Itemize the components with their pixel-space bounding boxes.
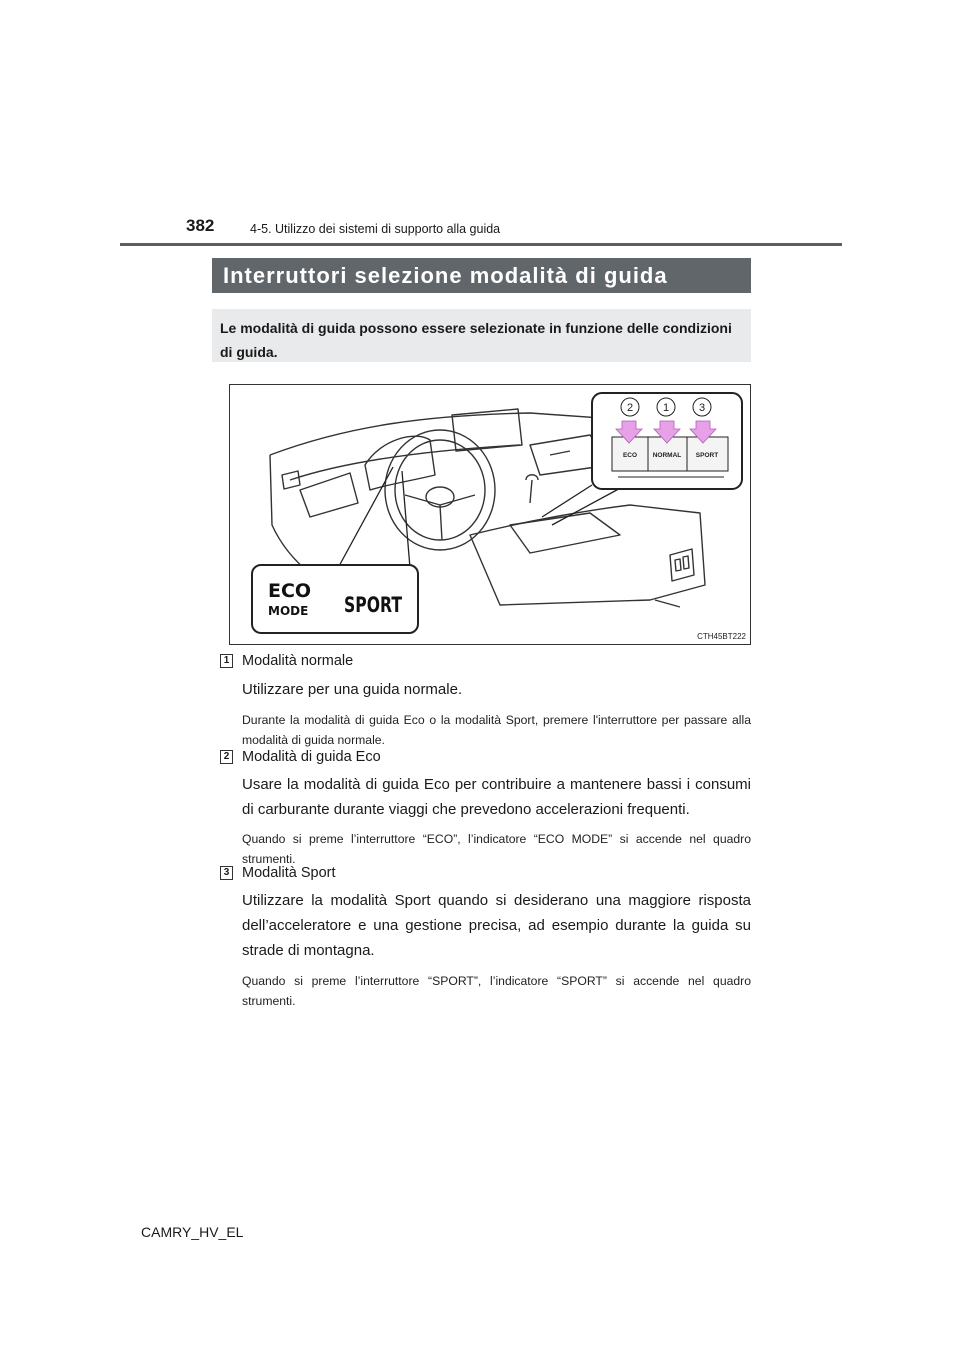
item-note: Quando si preme l’interruttore “SPORT”, l’indicatore “SPORT” si accende nel quadro strumenti. — [242, 974, 751, 1008]
item-body: Usare la modalità di guida Eco per contribuire a mantenere bassi i consumi di carburante durante viaggi che prevedono accelerazioni frequenti. — [242, 776, 751, 818]
dashboard-illustration — [229, 384, 751, 645]
item-body: Utilizzare per una guida normale. — [242, 681, 463, 698]
callout-number: 1 — [662, 402, 670, 414]
item-note: Quando si preme l’interruttore “ECO”, l’indicatore “ECO MODE” si accende nel quadro strumenti. — [242, 832, 751, 866]
item-note: Durante la modalità di guida Eco o la modalità Sport, premere l'interruttore per passare alla modalità di guida normale. — [242, 713, 751, 747]
item-number: 3 — [220, 866, 233, 880]
item-title: Modalità normale — [242, 653, 354, 669]
intro-text: Le modalità di guida possono essere selezionate in funzione delle condizioni di guida. — [220, 320, 732, 360]
eco-button-label: ECO — [622, 452, 638, 459]
section-path: 4-5. Utilizzo dei sistemi di supporto alla guida — [250, 222, 501, 236]
figure-code: CTH45BT222 — [697, 632, 746, 641]
page-number: 382 — [186, 216, 215, 235]
section-title: Interruttori selezione modalità di guida — [212, 258, 751, 293]
item-number: 2 — [220, 750, 233, 764]
normal-button-label: NORMAL — [652, 452, 682, 459]
callout-number: 3 — [698, 402, 706, 414]
document-code: CAMRY_HV_EL — [141, 1224, 244, 1240]
intro-box — [212, 309, 751, 362]
eco-indicator-line1: ECO — [268, 580, 312, 602]
eco-indicator-line2: MODE — [268, 604, 309, 618]
callout-number: 2 — [626, 402, 634, 414]
item-title: Modalità Sport — [242, 865, 336, 881]
sport-indicator: SPORT — [344, 593, 403, 617]
sport-button-label: SPORT — [695, 452, 719, 459]
header-divider — [120, 243, 842, 246]
item-body: Utilizzare la modalità Sport quando si desiderano una maggiore risposta dell’acceleratore e una gestione precisa, ad esempio durante la guida su strade di montagna. — [242, 892, 751, 959]
dashboard-drawing — [230, 385, 751, 645]
item-title: Modalità di guida Eco — [242, 749, 381, 765]
item-number: 1 — [220, 654, 233, 668]
